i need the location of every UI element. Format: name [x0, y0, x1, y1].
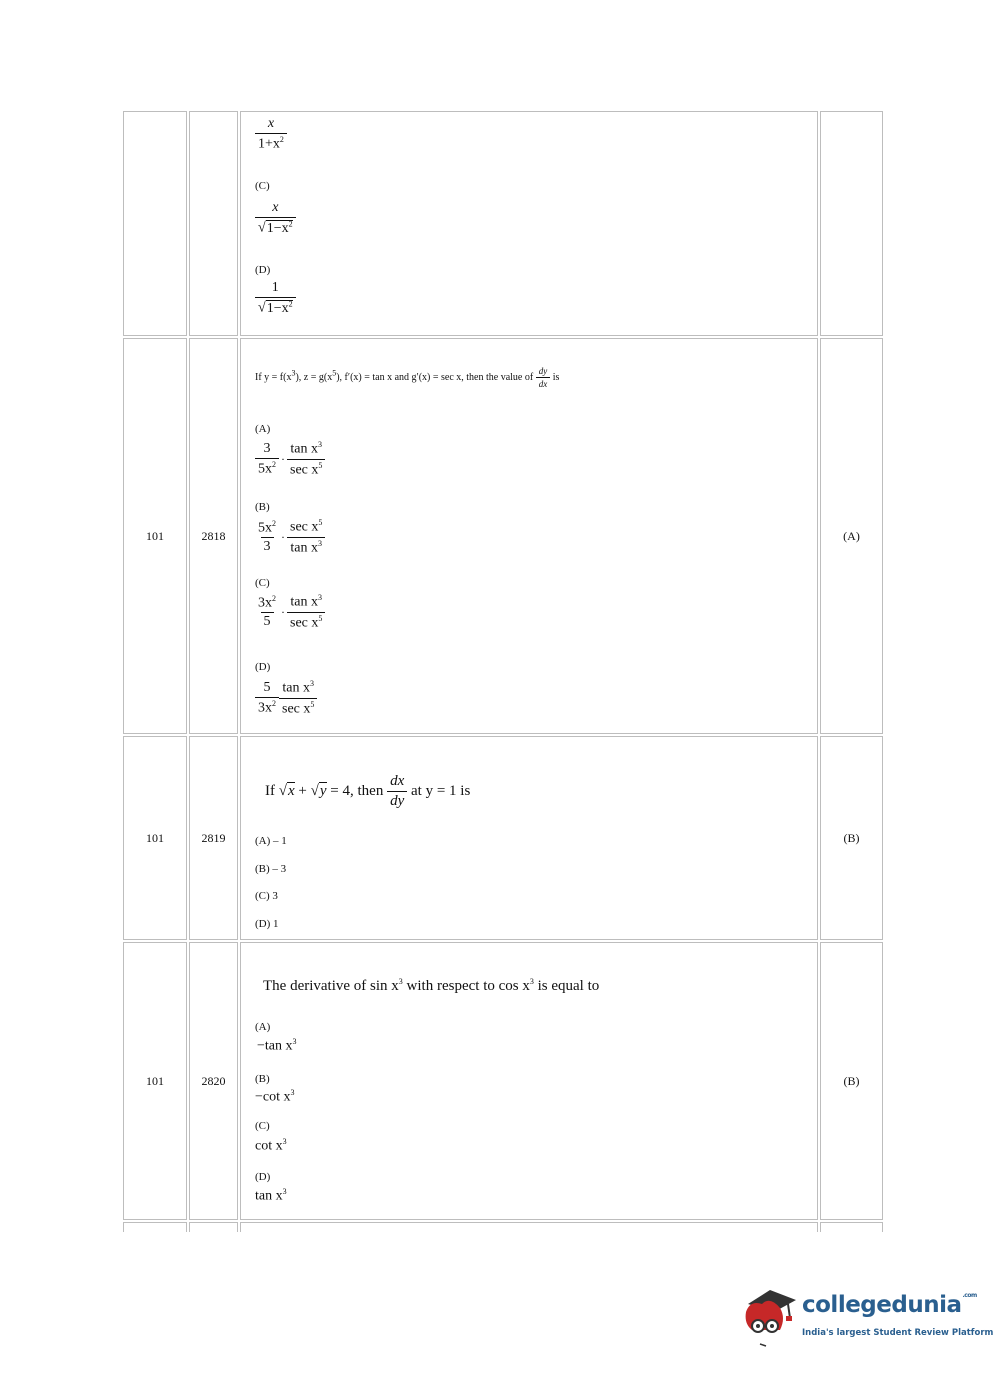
- option-c-expression: $\cot x^3$: [255, 1137, 287, 1154]
- question-cell: [240, 111, 818, 336]
- question-cell: [240, 1222, 818, 1232]
- option-a-expression: $\frac{3}{5x^2}$ · $\frac{\tan x^3}{\sec x^5}$: [255, 440, 325, 478]
- answer-cell: [820, 1222, 883, 1232]
- question-id-cell: 2820: [189, 942, 238, 1220]
- subject-cell: 101: [123, 942, 187, 1220]
- subject-cell: 101: [123, 736, 187, 940]
- option-b-expression: −cot $x^3$: [255, 1088, 295, 1105]
- option-c-expression: $\frac{3x^2}{5}$ · $\frac{\tan x^3}{\sec x^5}$: [255, 593, 325, 631]
- option-label: (B): [255, 1073, 270, 1085]
- option-label: (A): [255, 423, 271, 435]
- subject-cell: 101: [123, 338, 187, 734]
- answer-cell: (A): [820, 338, 883, 734]
- question-table: [122, 110, 886, 1233]
- table-row: [122, 337, 886, 735]
- question-cell: [240, 942, 818, 1220]
- logo-wordmark: collegedunia$^{.com}$: [802, 1292, 977, 1318]
- option-b: (B) – 3: [255, 863, 287, 875]
- question-text: The derivative of $\sin x^3$ with respect to $\cos x^3$ is equal to: [263, 977, 600, 994]
- option-label: (D): [255, 1171, 271, 1183]
- answer-cell: (B): [820, 942, 883, 1220]
- option-a: (A) – 1: [255, 835, 287, 847]
- option-label: (C): [255, 180, 270, 192]
- mascot-icon: [740, 1282, 800, 1348]
- question-cell: [240, 736, 818, 940]
- option-b-expression: $\frac{x}{1+x^2}$: [255, 116, 287, 153]
- answer-cell: (B): [820, 736, 883, 940]
- table-row: [122, 1221, 886, 1233]
- option-label: (D): [255, 661, 271, 673]
- subject-cell: [123, 111, 187, 336]
- subject-cell: [123, 1222, 187, 1232]
- question-text: If √x + √y = 4, then $\frac{dx}{dy}$ at y = 1 is: [265, 773, 471, 809]
- option-label: (C): [255, 1120, 270, 1132]
- option-c: (C) 3: [255, 890, 278, 902]
- option-d: (D) 1: [255, 918, 279, 930]
- option-d-expression: $\frac{5}{3x^2}$ $\frac{\tan x^3}{\sec x^5}$: [255, 679, 317, 717]
- option-label: (C): [255, 577, 270, 589]
- option-d-expression: $\frac{1}{√1-x^2}$: [255, 280, 296, 317]
- question-id-cell: [189, 111, 238, 336]
- option-label: (A): [255, 1021, 271, 1033]
- table-row: [122, 735, 886, 941]
- option-c-expression: $\frac{x}{√1-x^2}$: [255, 200, 296, 237]
- question-id-cell: 2819: [189, 736, 238, 940]
- collegedunia-logo: [740, 1282, 994, 1352]
- question-text: If $y = f(x^3)$, $z = g(x^5)$, f′(x) = tan x and g′(x) = sec x, then the value of $\frac{dy}{dx}$ is: [255, 366, 560, 389]
- question-cell: [240, 338, 818, 734]
- table-row: [122, 941, 886, 1221]
- option-a-expression: −tan $x^3$: [257, 1037, 297, 1054]
- option-d-expression: $\tan x^3$: [255, 1187, 287, 1204]
- question-id-cell: 2818: [189, 338, 238, 734]
- option-label: (D): [255, 264, 271, 276]
- question-id-cell: [189, 1222, 238, 1232]
- option-label: (B): [255, 501, 270, 513]
- table-row: [122, 110, 886, 337]
- option-b-expression: $\frac{5x^2}{3}$ · $\frac{\sec x^5}{\tan x^3}$: [255, 518, 325, 556]
- logo-tagline: India's largest Student Review Platform: [802, 1328, 994, 1338]
- answer-cell: [820, 111, 883, 336]
